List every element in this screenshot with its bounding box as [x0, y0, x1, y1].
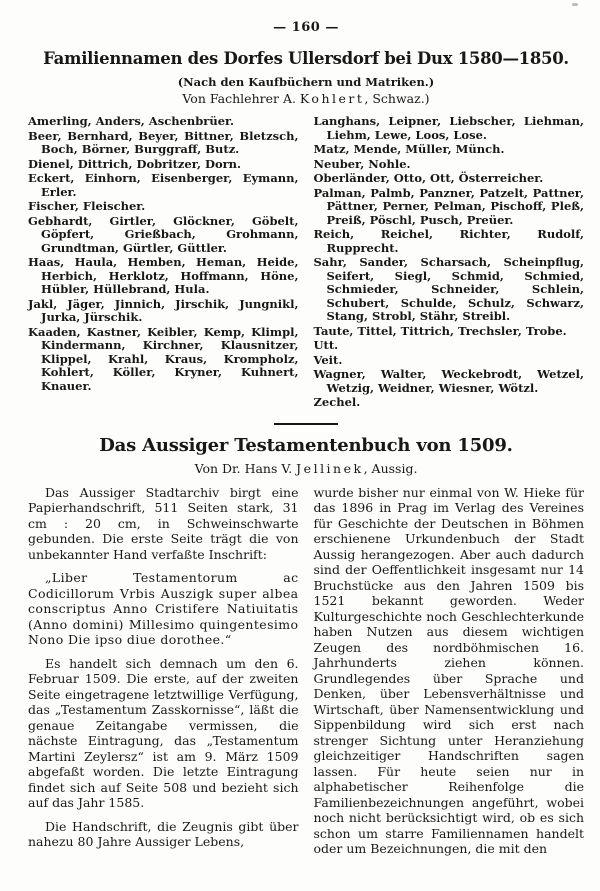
name-group: Dienel, Dittrich, Dobritzer, Dorn.	[28, 156, 242, 171]
page-number: — 160 —	[273, 20, 339, 35]
body-paragraph: Es handelt sich demnach um den 6. Februar 1509. Die erste, auf der zweiten Seite eingetragene letztwillige Verfügung, das „Testamentum Zasskornisse“, läßt die genaue Zeitangabe vermissen, die nächste Eintragung, das „Testamentum Martini Zeylersz“ ist am 9. März 1509 abgefaßt worden. Die letzte Eintragung findet sich auf Seite 508 und bezieht sich auf das Jahr 1585.	[28, 655, 299, 810]
name-group: Neuber, Nohle.	[313, 156, 411, 171]
name-group: Beer, Bernhard, Beyer, Bittner, Bletzsch, Boch, Börner, Burggraff, Butz.	[28, 128, 299, 156]
article2-left-column	[28, 485, 299, 857]
body-paragraph: Das Aussiger Stadtarchiv birgt eine Papierhandschrift, 511 Seiten stark, 31 cm : 20 cm, in Schweinschwarte gebunden. Die erste Seite trägt die von unbekannter Hand verfaßte Inschrift:	[28, 484, 299, 562]
body-paragraph: Die Handschrift, die Zeugnis gibt über nahezu 80 Jahre Aussiger Lebens,	[28, 818, 299, 849]
article1-title: Familiennamen des Dorfes Ullersdorf bei Dux 1580—1850.	[43, 49, 569, 68]
name-group: Reich, Reichel, Richter, Rudolf, Rupprecht.	[313, 227, 584, 255]
article1-byline	[28, 91, 584, 106]
name-group: Kaaden, Kastner, Keibler, Kemp, Klimpl, Kindermann, Kirchner, Klausnitzer, Klippel, Krahl, Kraus, Krompholz, Kohlert, Köller, Kryner, Kuhnert, Knauer.	[28, 324, 299, 393]
body-paragraph: wurde bisher nur einmal von W. Hieke für das 1896 in Prag im Verlag des Vereines für Geschichte der Deutschen in Böhmen erschienene Urkundenbuch der Stadt Aussig herangezogen. Aber auch dadurch sind der Oeffentlichkeit insgesamt nur 14 Bruchstücke aus den Jahren 1509 bis 1521 bekannt geworden. Weder Kulturgeschichte noch Geschlechterkunde haben Nutzen aus diesem wichtigen Zeugen des nordböhmischen 16. Jahrhunderts ziehen können. Grundlegendes über Sprache und Denken, über Lebensverhältnisse und Wirtschaft, über Namensentwicklung und Sippenbildung wird sich erst nach strenger Sichtung unter Heranziehung gleichzeitiger Handschriften sagen lassen. Für heute seien nur in alphabetischer Reihenfolge die Familienbezeichnungen angeführt, wobei noch nicht berücksichtigt wird, ob es sich schon um starre Familiennamen handelt oder um Bezeichnungen, die mit den	[313, 484, 584, 856]
name-group: Palman, Palmb, Panzner, Patzelt, Pattner, Pättner, Perner, Pelman, Pischoff, Pleß, Preiß, Pöschl, Pusch, Preüer.	[313, 185, 584, 227]
name-group: Zechel.	[313, 395, 361, 409]
article2-author-name: Jellinek	[296, 460, 364, 476]
article1-byline-suffix: , Schwaz.)	[364, 91, 430, 106]
article2-title: Das Aussiger Testamentenbuch von 1509.	[99, 434, 513, 456]
name-list-columns	[28, 115, 584, 411]
article2-byline	[28, 461, 584, 476]
name-group: Taute, Tittel, Tittrich, Trechsler, Trobe.	[313, 323, 567, 338]
name-group: Jakl, Jäger, Jinnich, Jirschik, Jungnikl, Jurka, Jürschik.	[28, 296, 299, 324]
article-testamentenbuch	[28, 435, 584, 857]
article2-byline-suffix: , Aussig.	[363, 460, 418, 476]
name-group: Eckert, Einhorn, Eisenberger, Eymann, Erler.	[28, 171, 299, 199]
article2-body-columns	[28, 485, 584, 857]
name-group: Oberländer, Otto, Ott, Österreicher.	[313, 171, 544, 185]
article2-byline-prefix: Von Dr. Hans V.	[194, 460, 297, 476]
article2-right-column	[314, 485, 585, 857]
name-group: Fischer, Fleischer.	[28, 199, 146, 213]
name-list-left-column	[28, 115, 299, 411]
name-group: Wagner, Walter, Weckebrodt, Wetzel, Wetzig, Weidner, Wiesner, Wötzl.	[313, 367, 584, 395]
name-group: Veit.	[313, 352, 343, 367]
name-group: Utt.	[313, 338, 339, 352]
name-group: Gebhardt, Girtler, Glöckner, Göbelt, Göpfert, Grießbach, Grohmann, Grundtman, Gürtler, Güttler.	[28, 213, 299, 255]
section-divider	[274, 423, 338, 425]
scan-artifact	[572, 3, 578, 6]
article1-subtitle: (Nach den Kaufbüchern und Matriken.)	[177, 75, 435, 89]
name-list-right-column	[314, 115, 585, 411]
name-group: Langhans, Leipner, Liebscher, Liehman, Liehm, Lewe, Loos, Lose.	[313, 114, 584, 142]
name-group: Sahr, Sander, Scharsach, Scheinpflug, Seifert, Siegl, Schmid, Schmied, Schmieder, Schneider, Schlein, Schubert, Schulde, Schulz, Schwarz, Stang, Strobl, Stähr, Streibl.	[313, 255, 584, 323]
article1-author-name: Kohlert	[299, 91, 365, 106]
article-familiennamen	[28, 49, 584, 411]
article1-byline-prefix: Von Fachlehrer A.	[182, 91, 300, 106]
body-paragraph: „Liber Testamentorum ac Codicillorum Vrbis Auszigk super albea conscriptus Anno Cristifere Natiuitatis (Anno domini) Millesimo quingentesimo Nono Die ipso diue dorothee.“	[28, 570, 299, 647]
name-group: Matz, Mende, Müller, Münch.	[313, 142, 505, 156]
name-group: Haas, Haula, Hemben, Heman, Heide, Herbich, Herklotz, Hoffmann, Höne, Hübler, Hüllebrand, Hula.	[28, 255, 299, 296]
name-group: Amerling, Anders, Aschenbrüer.	[28, 114, 235, 128]
